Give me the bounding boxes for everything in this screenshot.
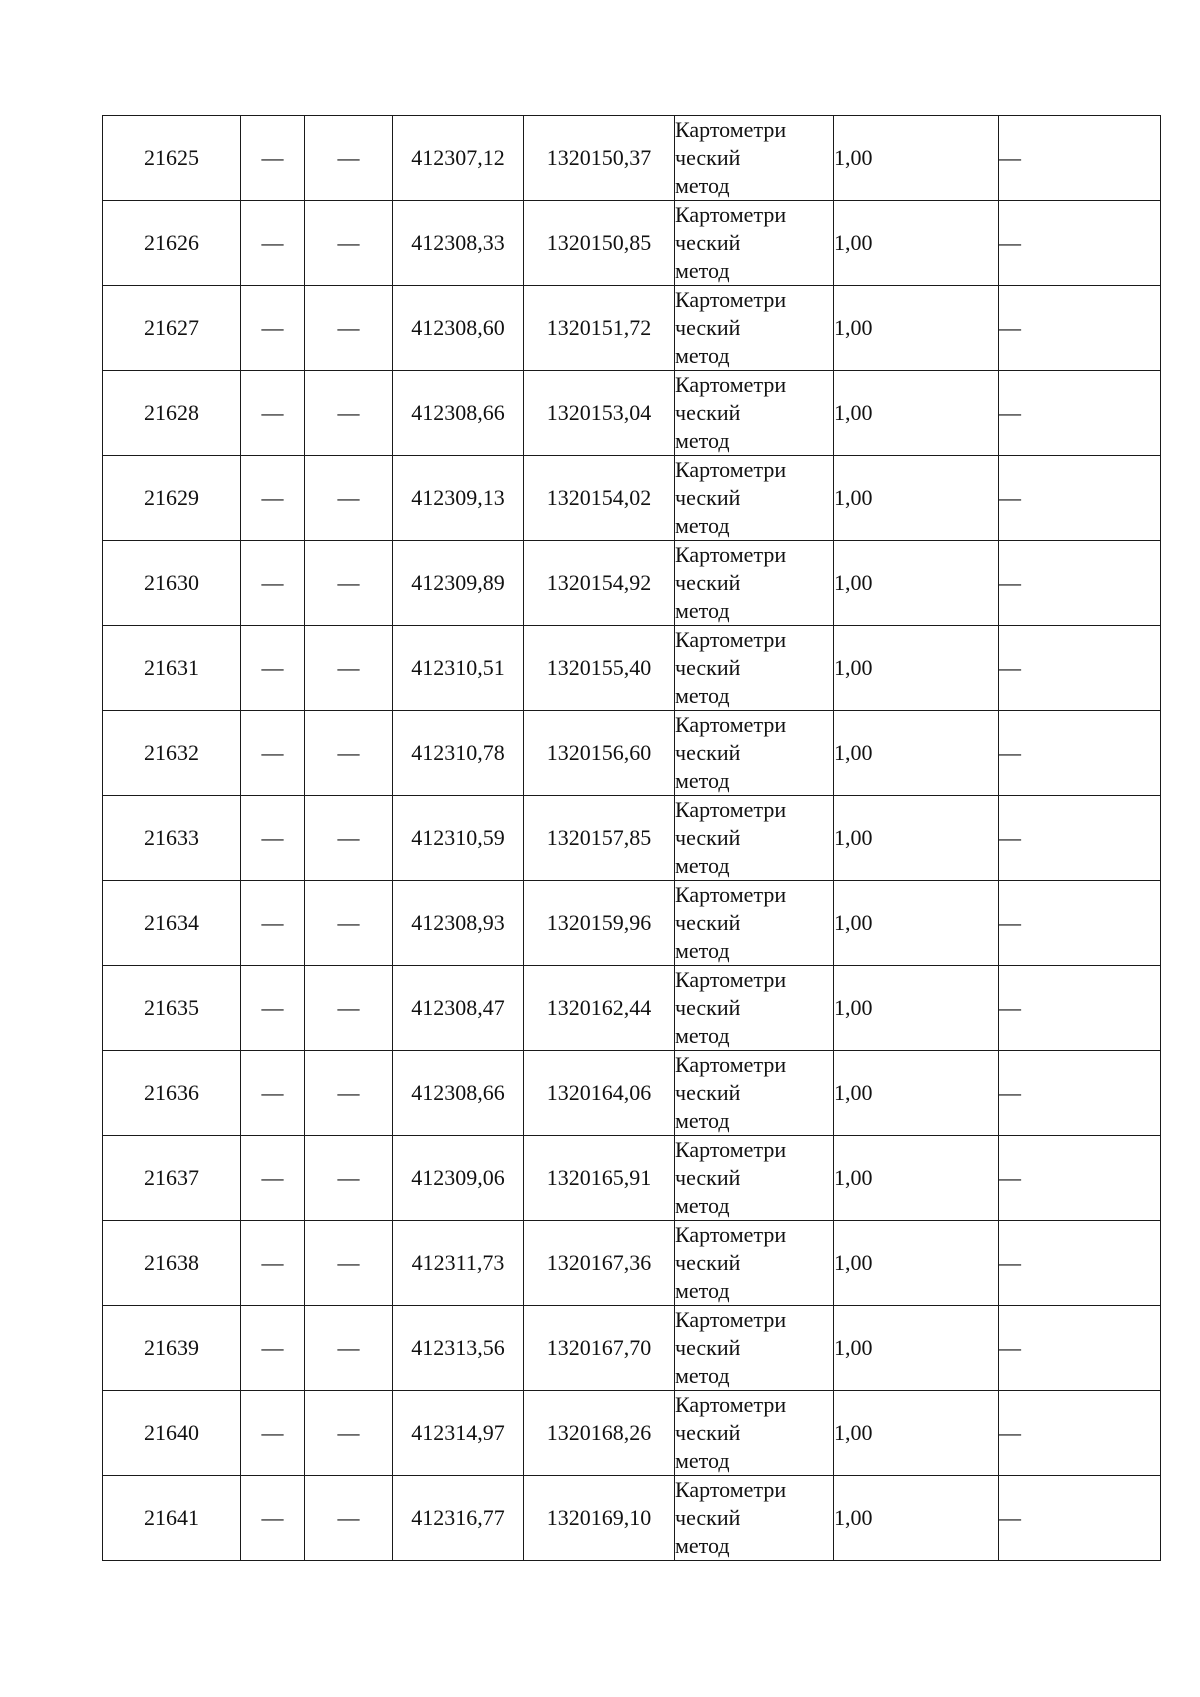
method-cell xyxy=(675,1221,834,1306)
accuracy-cell: 1,00 xyxy=(834,711,999,796)
table-row xyxy=(103,1306,1161,1391)
method-text-line: метод xyxy=(675,598,730,623)
table-row xyxy=(103,1391,1161,1476)
point-number-cell: 21637 xyxy=(103,1136,241,1221)
point-number-cell: 21638 xyxy=(103,1221,241,1306)
table-row xyxy=(103,1136,1161,1221)
point-number-cell: 21633 xyxy=(103,796,241,881)
point-number-cell: 21631 xyxy=(103,626,241,711)
method-text-line: ческий xyxy=(675,315,741,340)
x-coordinate-cell: 412314,97 xyxy=(393,1391,524,1476)
empty-value-cell: — xyxy=(305,1476,393,1561)
accuracy-cell: 1,00 xyxy=(834,966,999,1051)
point-number-cell: 21635 xyxy=(103,966,241,1051)
method-text-line: метод xyxy=(675,1363,730,1388)
method-text-line: ческий xyxy=(675,1420,741,1445)
point-number-cell: 21628 xyxy=(103,371,241,456)
empty-value-cell: — xyxy=(999,711,1161,796)
table-row xyxy=(103,796,1161,881)
table-row xyxy=(103,1221,1161,1306)
y-coordinate-cell: 1320150,85 xyxy=(524,201,675,286)
empty-value-cell: — xyxy=(305,201,393,286)
empty-value-cell: — xyxy=(999,1051,1161,1136)
method-text-line: ческий xyxy=(675,570,741,595)
y-coordinate-cell: 1320157,85 xyxy=(524,796,675,881)
y-coordinate-cell: 1320167,70 xyxy=(524,1306,675,1391)
accuracy-cell: 1,00 xyxy=(834,1476,999,1561)
table-row xyxy=(103,626,1161,711)
point-number-cell: 21626 xyxy=(103,201,241,286)
table-row xyxy=(103,711,1161,796)
method-cell xyxy=(675,966,834,1051)
method-text-line: Картометри xyxy=(675,627,787,652)
x-coordinate-cell: 412313,56 xyxy=(393,1306,524,1391)
empty-value-cell: — xyxy=(999,1136,1161,1221)
empty-value-cell: — xyxy=(241,1221,305,1306)
point-number-cell: 21625 xyxy=(103,116,241,201)
empty-value-cell: — xyxy=(241,371,305,456)
method-text-line: Картометри xyxy=(675,372,787,397)
y-coordinate-cell: 1320165,91 xyxy=(524,1136,675,1221)
method-cell xyxy=(675,286,834,371)
empty-value-cell: — xyxy=(999,966,1161,1051)
method-text-line: Картометри xyxy=(675,967,787,992)
empty-value-cell: — xyxy=(999,1476,1161,1561)
empty-value-cell: — xyxy=(999,201,1161,286)
point-number-cell: 21634 xyxy=(103,881,241,966)
method-text-line: метод xyxy=(675,1533,730,1558)
method-text-line: метод xyxy=(675,513,730,538)
empty-value-cell: — xyxy=(241,1136,305,1221)
accuracy-cell: 1,00 xyxy=(834,1306,999,1391)
accuracy-cell: 1,00 xyxy=(834,1221,999,1306)
x-coordinate-cell: 412316,77 xyxy=(393,1476,524,1561)
method-text-line: ческий xyxy=(675,995,741,1020)
method-cell xyxy=(675,541,834,626)
empty-value-cell: — xyxy=(305,286,393,371)
method-text-line: ческий xyxy=(675,1165,741,1190)
method-cell xyxy=(675,1051,834,1136)
method-text-line: метод xyxy=(675,173,730,198)
method-text-line: метод xyxy=(675,258,730,283)
point-number-cell: 21627 xyxy=(103,286,241,371)
accuracy-cell: 1,00 xyxy=(834,1391,999,1476)
empty-value-cell: — xyxy=(305,1306,393,1391)
empty-value-cell: — xyxy=(999,1221,1161,1306)
x-coordinate-cell: 412308,33 xyxy=(393,201,524,286)
method-text-line: метод xyxy=(675,683,730,708)
empty-value-cell: — xyxy=(305,541,393,626)
method-text-line: Картометри xyxy=(675,1052,787,1077)
method-cell xyxy=(675,371,834,456)
x-coordinate-cell: 412309,13 xyxy=(393,456,524,541)
method-cell xyxy=(675,626,834,711)
empty-value-cell: — xyxy=(305,1136,393,1221)
point-number-cell: 21641 xyxy=(103,1476,241,1561)
point-number-cell: 21639 xyxy=(103,1306,241,1391)
method-text-line: метод xyxy=(675,1023,730,1048)
empty-value-cell: — xyxy=(999,881,1161,966)
y-coordinate-cell: 1320150,37 xyxy=(524,116,675,201)
y-coordinate-cell: 1320156,60 xyxy=(524,711,675,796)
accuracy-cell: 1,00 xyxy=(834,286,999,371)
table-body xyxy=(103,116,1161,1561)
y-coordinate-cell: 1320153,04 xyxy=(524,371,675,456)
method-text-line: ческий xyxy=(675,230,741,255)
y-coordinate-cell: 1320167,36 xyxy=(524,1221,675,1306)
method-text-line: Картометри xyxy=(675,1307,787,1332)
empty-value-cell: — xyxy=(241,1391,305,1476)
x-coordinate-cell: 412308,66 xyxy=(393,371,524,456)
x-coordinate-cell: 412308,93 xyxy=(393,881,524,966)
method-text-line: метод xyxy=(675,768,730,793)
accuracy-cell: 1,00 xyxy=(834,116,999,201)
method-cell xyxy=(675,456,834,541)
x-coordinate-cell: 412311,73 xyxy=(393,1221,524,1306)
method-text-line: метод xyxy=(675,1108,730,1133)
empty-value-cell: — xyxy=(999,286,1161,371)
empty-value-cell: — xyxy=(241,541,305,626)
method-cell xyxy=(675,881,834,966)
table-row xyxy=(103,541,1161,626)
y-coordinate-cell: 1320155,40 xyxy=(524,626,675,711)
x-coordinate-cell: 412309,06 xyxy=(393,1136,524,1221)
method-text-line: метод xyxy=(675,428,730,453)
empty-value-cell: — xyxy=(241,456,305,541)
table-row xyxy=(103,116,1161,201)
empty-value-cell: — xyxy=(305,626,393,711)
method-text-line: Картометри xyxy=(675,1137,787,1162)
table-row xyxy=(103,371,1161,456)
x-coordinate-cell: 412310,59 xyxy=(393,796,524,881)
empty-value-cell: — xyxy=(305,456,393,541)
point-number-cell: 21632 xyxy=(103,711,241,796)
empty-value-cell: — xyxy=(999,1391,1161,1476)
accuracy-cell: 1,00 xyxy=(834,456,999,541)
y-coordinate-cell: 1320151,72 xyxy=(524,286,675,371)
empty-value-cell: — xyxy=(305,1221,393,1306)
empty-value-cell: — xyxy=(305,116,393,201)
empty-value-cell: — xyxy=(999,456,1161,541)
method-text-line: Картометри xyxy=(675,542,787,567)
method-text-line: метод xyxy=(675,1448,730,1473)
method-text-line: метод xyxy=(675,938,730,963)
method-text-line: ческий xyxy=(675,825,741,850)
method-text-line: ческий xyxy=(675,740,741,765)
accuracy-cell: 1,00 xyxy=(834,201,999,286)
point-number-cell: 21630 xyxy=(103,541,241,626)
accuracy-cell: 1,00 xyxy=(834,371,999,456)
y-coordinate-cell: 1320154,92 xyxy=(524,541,675,626)
method-text-line: ческий xyxy=(675,145,741,170)
empty-value-cell: — xyxy=(999,626,1161,711)
y-coordinate-cell: 1320159,96 xyxy=(524,881,675,966)
table-row xyxy=(103,881,1161,966)
accuracy-cell: 1,00 xyxy=(834,796,999,881)
method-text-line: Картометри xyxy=(675,117,787,142)
empty-value-cell: — xyxy=(999,1306,1161,1391)
y-coordinate-cell: 1320168,26 xyxy=(524,1391,675,1476)
method-text-line: Картометри xyxy=(675,202,787,227)
y-coordinate-cell: 1320154,02 xyxy=(524,456,675,541)
empty-value-cell: — xyxy=(999,116,1161,201)
accuracy-cell: 1,00 xyxy=(834,626,999,711)
method-text-line: Картометри xyxy=(675,797,787,822)
method-text-line: Картометри xyxy=(675,287,787,312)
x-coordinate-cell: 412310,51 xyxy=(393,626,524,711)
method-cell xyxy=(675,201,834,286)
empty-value-cell: — xyxy=(999,371,1161,456)
coordinates-table xyxy=(102,115,1161,1561)
empty-value-cell: — xyxy=(305,1391,393,1476)
table-row xyxy=(103,201,1161,286)
point-number-cell: 21629 xyxy=(103,456,241,541)
method-text-line: Картометри xyxy=(675,712,787,737)
method-cell xyxy=(675,1391,834,1476)
method-text-line: метод xyxy=(675,1193,730,1218)
method-text-line: ческий xyxy=(675,1335,741,1360)
empty-value-cell: — xyxy=(241,1306,305,1391)
x-coordinate-cell: 412308,60 xyxy=(393,286,524,371)
method-text-line: Картометри xyxy=(675,1392,787,1417)
y-coordinate-cell: 1320169,10 xyxy=(524,1476,675,1561)
x-coordinate-cell: 412308,66 xyxy=(393,1051,524,1136)
empty-value-cell: — xyxy=(241,116,305,201)
method-cell xyxy=(675,1306,834,1391)
empty-value-cell: — xyxy=(241,626,305,711)
method-text-line: ческий xyxy=(675,910,741,935)
method-text-line: Картометри xyxy=(675,1222,787,1247)
empty-value-cell: — xyxy=(305,371,393,456)
point-number-cell: 21636 xyxy=(103,1051,241,1136)
accuracy-cell: 1,00 xyxy=(834,881,999,966)
x-coordinate-cell: 412310,78 xyxy=(393,711,524,796)
method-text-line: ческий xyxy=(675,400,741,425)
empty-value-cell: — xyxy=(241,1476,305,1561)
table-row xyxy=(103,966,1161,1051)
method-cell xyxy=(675,1476,834,1561)
method-text-line: Картометри xyxy=(675,1477,787,1502)
accuracy-cell: 1,00 xyxy=(834,1051,999,1136)
empty-value-cell: — xyxy=(241,201,305,286)
method-text-line: Картометри xyxy=(675,457,787,482)
empty-value-cell: — xyxy=(999,541,1161,626)
empty-value-cell: — xyxy=(241,966,305,1051)
table-row xyxy=(103,286,1161,371)
empty-value-cell: — xyxy=(305,1051,393,1136)
method-text-line: ческий xyxy=(675,1250,741,1275)
x-coordinate-cell: 412308,47 xyxy=(393,966,524,1051)
empty-value-cell: — xyxy=(305,796,393,881)
method-text-line: метод xyxy=(675,343,730,368)
empty-value-cell: — xyxy=(241,881,305,966)
x-coordinate-cell: 412307,12 xyxy=(393,116,524,201)
empty-value-cell: — xyxy=(305,966,393,1051)
y-coordinate-cell: 1320164,06 xyxy=(524,1051,675,1136)
point-number-cell: 21640 xyxy=(103,1391,241,1476)
method-text-line: Картометри xyxy=(675,882,787,907)
method-cell xyxy=(675,1136,834,1221)
y-coordinate-cell: 1320162,44 xyxy=(524,966,675,1051)
method-text-line: метод xyxy=(675,1278,730,1303)
empty-value-cell: — xyxy=(241,796,305,881)
method-cell xyxy=(675,796,834,881)
accuracy-cell: 1,00 xyxy=(834,541,999,626)
method-text-line: ческий xyxy=(675,1505,741,1530)
empty-value-cell: — xyxy=(241,711,305,796)
empty-value-cell: — xyxy=(241,286,305,371)
method-cell xyxy=(675,116,834,201)
empty-value-cell: — xyxy=(999,796,1161,881)
method-text-line: ческий xyxy=(675,485,741,510)
x-coordinate-cell: 412309,89 xyxy=(393,541,524,626)
accuracy-cell: 1,00 xyxy=(834,1136,999,1221)
method-text-line: метод xyxy=(675,853,730,878)
table-row xyxy=(103,1051,1161,1136)
table-row xyxy=(103,456,1161,541)
method-text-line: ческий xyxy=(675,655,741,680)
empty-value-cell: — xyxy=(305,711,393,796)
method-text-line: ческий xyxy=(675,1080,741,1105)
empty-value-cell: — xyxy=(305,881,393,966)
table-row xyxy=(103,1476,1161,1561)
empty-value-cell: — xyxy=(241,1051,305,1136)
method-cell xyxy=(675,711,834,796)
